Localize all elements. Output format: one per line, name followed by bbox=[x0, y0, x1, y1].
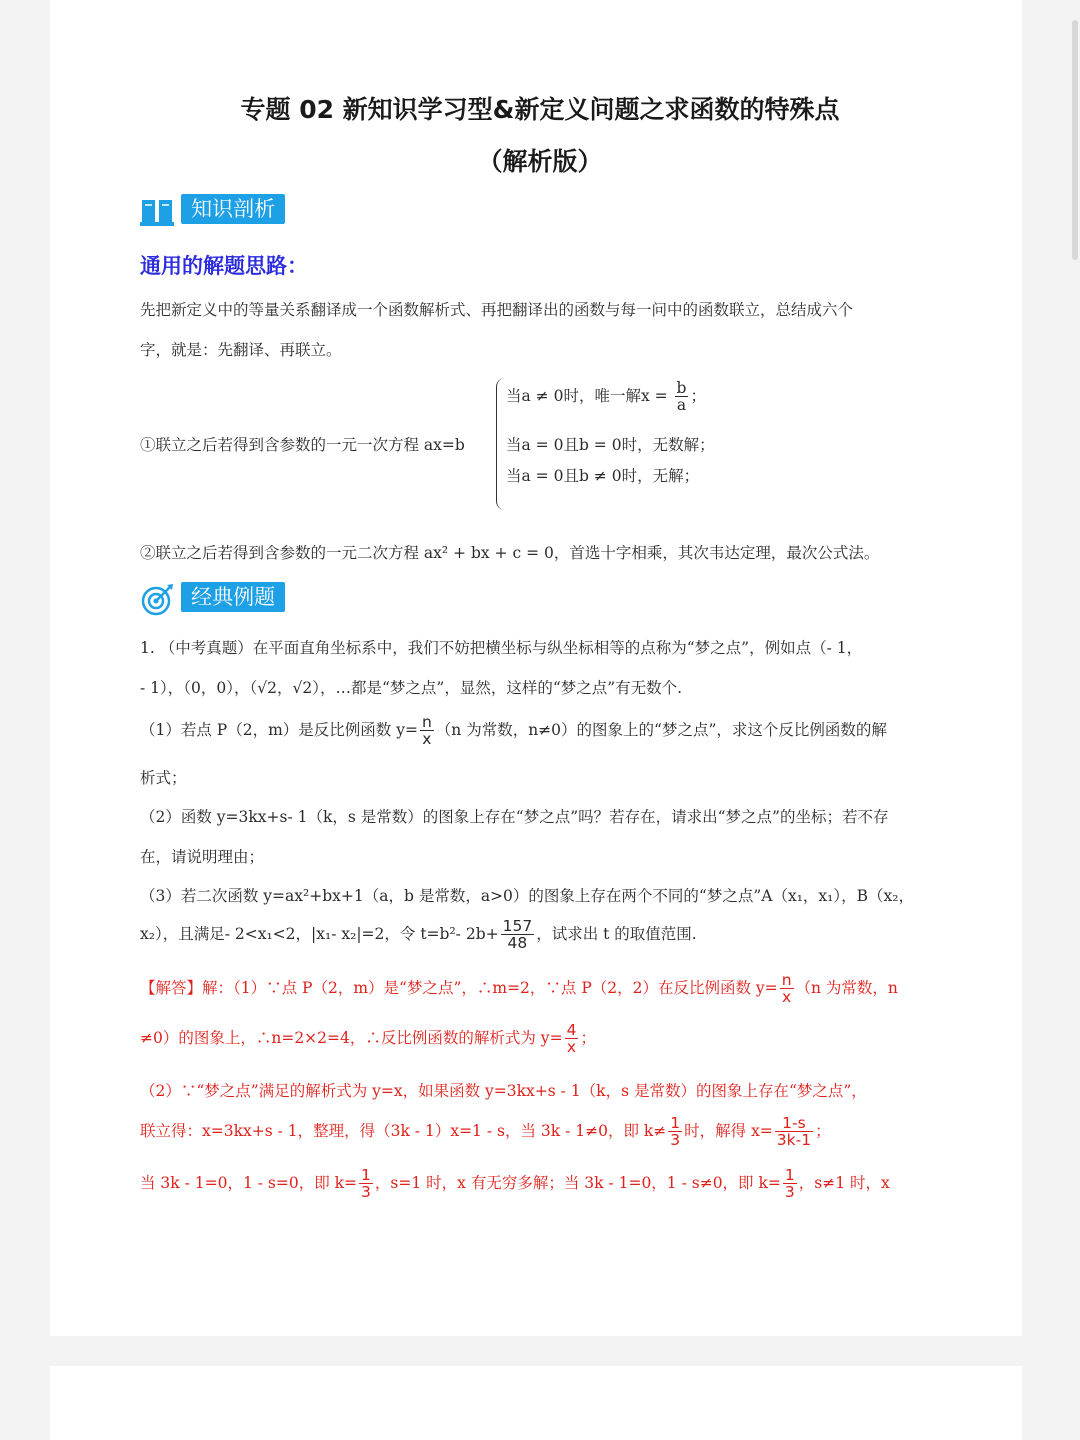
question-1-continuation: 析式； bbox=[140, 769, 187, 787]
cond-1-suffix: ； bbox=[690, 386, 706, 405]
problem-line-1: 1. （中考真题）在平面直角坐标系中，我们不妨把横坐标与纵坐标相等的点称为“梦之点”，例如点（- 1， bbox=[140, 639, 863, 657]
answer-5-fraction-2 bbox=[783, 1167, 797, 1201]
fraction-denominator: x bbox=[782, 988, 792, 1007]
fraction-denominator: 3 bbox=[784, 1183, 795, 1202]
q1-suffix: （n 为常数，n≠0）的图象上的“梦之点”，求这个反比例函数的解 bbox=[435, 720, 887, 739]
answer-5-fraction-1 bbox=[359, 1167, 373, 1201]
q3-text: x₂），且满足- 2<x₁<2，|x₁- x₂|=2，令 t=b²- 2b+ bbox=[140, 924, 499, 943]
question-3-line-2 bbox=[140, 918, 697, 952]
answer-line-4 bbox=[140, 1115, 831, 1149]
examples-section-header bbox=[140, 582, 285, 617]
answer-4-text: 联立得：x=3kx+s - 1，整理，得（3k - 1）x=1 - s，当 3k - 1≠0，即 k≠ bbox=[140, 1121, 667, 1140]
answer-line-3: （2）∵“梦之点”满足的解析式为 y=x，如果函数 y=3kx+s - 1（k，s 是常数）的图象上存在“梦之点”， bbox=[140, 1082, 867, 1100]
q3-suffix: ，试求出 t 的取值范围. bbox=[536, 924, 697, 943]
general-approach-heading: 通用的解题思路： bbox=[140, 253, 308, 278]
answer-line-5 bbox=[140, 1167, 890, 1201]
fraction-denominator: 3k-1 bbox=[776, 1131, 812, 1150]
fraction-numerator: 4 bbox=[566, 1021, 577, 1039]
case-brace bbox=[496, 378, 505, 510]
scrollbar[interactable] bbox=[1072, 20, 1078, 260]
fraction-numerator: 1-s bbox=[775, 1115, 813, 1132]
target-icon bbox=[140, 583, 174, 617]
page-subtitle: （解析版） bbox=[477, 147, 603, 176]
answer-4-mid: 时，解得 x= bbox=[684, 1121, 773, 1140]
question-3-line-1: （3）若二次函数 y=ax²+bx+1（a，b 是常数，a>0）的图象上存在两个不同的“梦之点”A（x₁，x₁），B（x₂， bbox=[140, 887, 914, 905]
fraction-numerator: n bbox=[781, 971, 792, 989]
examples-badge: 经典例题 bbox=[181, 582, 285, 612]
answer-1-text: 【解答】解：（1）∵点 P（2，m）是“梦之点”，∴m=2，∵点 P（2，2）在反比例函数 y= bbox=[140, 978, 778, 997]
knowledge-section-header bbox=[140, 194, 285, 228]
fraction-numerator: 1 bbox=[784, 1166, 795, 1184]
fraction-numerator: 1 bbox=[361, 1166, 371, 1184]
answer-1-suffix: （n 为常数，n bbox=[795, 978, 898, 997]
fraction-numerator: 1 bbox=[670, 1114, 681, 1132]
q1-fraction bbox=[420, 714, 434, 748]
answer-2-fraction bbox=[565, 1022, 579, 1056]
answer-line-2 bbox=[140, 1022, 596, 1056]
case-1-condition-1 bbox=[506, 380, 706, 414]
fraction-denominator: x bbox=[422, 730, 432, 749]
answer-4-suffix: ； bbox=[815, 1121, 831, 1140]
answer-2-text: ≠0）的图象上，∴n=2×2=4，∴反比例函数的解析式为 y= bbox=[140, 1028, 563, 1047]
question-1 bbox=[140, 714, 887, 748]
answer-5-mid: ，s=1 时，x 有无穷多解；当 3k - 1=0，1 - s≠0，即 k= bbox=[374, 1173, 781, 1192]
question-2-line-2: 在，请说明理由； bbox=[140, 848, 265, 866]
answer-5-text: 当 3k - 1=0，1 - s=0，即 k= bbox=[140, 1173, 358, 1192]
case-1-condition-3: 当a = 0且b ≠ 0时，无解； bbox=[506, 467, 700, 485]
case-1-lead: ①联立之后若得到含参数的一元一次方程 ax=b bbox=[140, 436, 465, 454]
page-title: 专题 02 新知识学习型&新定义问题之求函数的特殊点 bbox=[240, 95, 840, 124]
answer-4-fraction-1 bbox=[668, 1115, 682, 1149]
q1-text: （1）若点 P（2，m）是反比例函数 y= bbox=[140, 720, 418, 739]
fraction-denominator: a bbox=[676, 396, 687, 415]
answer-5-suffix: ，s≠1 时，x bbox=[798, 1173, 890, 1192]
fraction-numerator: n bbox=[421, 713, 432, 731]
fraction-numerator: b bbox=[676, 379, 687, 397]
case-2-lead: ②联立之后若得到含参数的一元二次方程 ax² + bx + c = 0，首选十字相乘，其次韦达定理，最次公式法。 bbox=[140, 544, 880, 562]
problem-line-2: - 1），（0，0），（√2，√2），…都是“梦之点”，显然，这样的“梦之点”有无数个. bbox=[140, 679, 683, 697]
fraction-denominator: 3 bbox=[361, 1183, 371, 1202]
case-1-condition-2: 当a = 0且b = 0时，无数解； bbox=[506, 436, 715, 454]
intro-line-1: 先把新定义中的等量关系翻译成一个函数解析式、再把翻译出的函数与每一问中的函数联立，总结成六个 bbox=[140, 301, 854, 319]
fraction-denominator: x bbox=[566, 1038, 577, 1057]
answer-2-suffix: ； bbox=[580, 1028, 596, 1047]
cond-1-fraction bbox=[675, 380, 689, 414]
fraction-denominator: 3 bbox=[670, 1131, 681, 1150]
fraction-denominator: 48 bbox=[507, 934, 528, 953]
q3-fraction bbox=[501, 918, 535, 952]
knowledge-badge: 知识剖析 bbox=[181, 194, 285, 224]
book-icon bbox=[140, 196, 174, 228]
next-page-preview bbox=[50, 1366, 1022, 1440]
cond-1-text: 当a ≠ 0时，唯一解x = bbox=[506, 386, 673, 405]
question-2-line-1: （2）函数 y=3kx+s- 1（k，s 是常数）的图象上存在“梦之点”吗？若存在，请求出“梦之点”的坐标；若不存 bbox=[140, 808, 889, 826]
answer-1-fraction bbox=[780, 972, 794, 1006]
fraction-numerator: 157 bbox=[502, 917, 533, 935]
intro-line-2: 字，就是：先翻译、再联立。 bbox=[140, 341, 342, 359]
answer-4-fraction-2 bbox=[775, 1115, 813, 1149]
answer-line-1 bbox=[140, 972, 898, 1006]
